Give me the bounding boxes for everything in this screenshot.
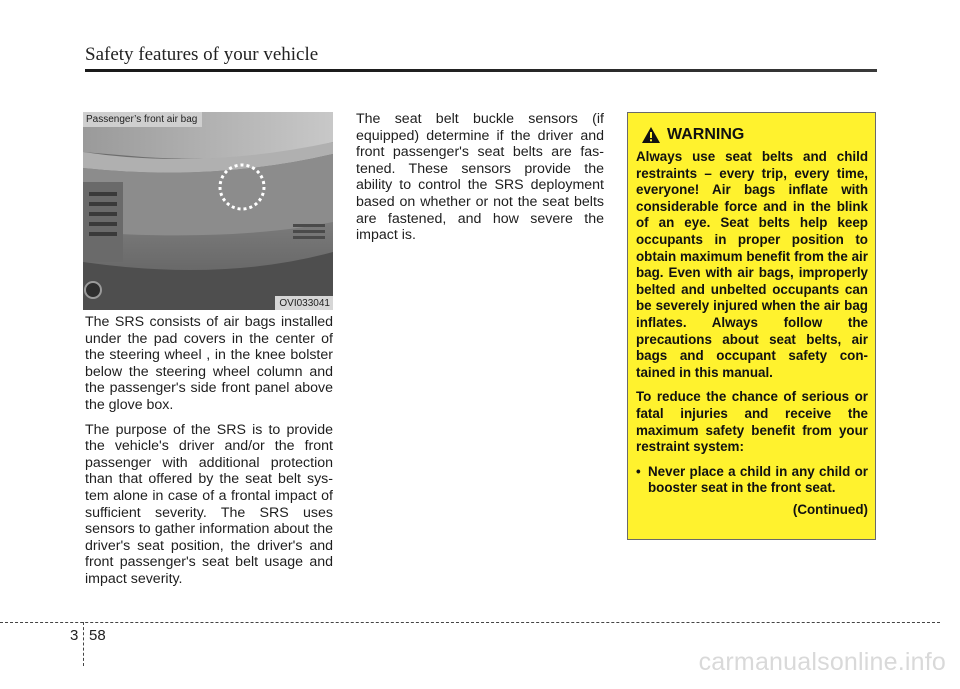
paragraph: The purpose of the SRS is to provide the vehicle's driver and/or the front passenger with additional protection than that offered by the seat belt sys-tem alone in case of a frontal impact of sufficient severity. The SRS uses sensors to gather information about the driver's seat position, the driver's and front passenger's seat belt usage and impact severity. [85, 421, 333, 587]
bullet-text: Never place a child in any child or booster seat in the front seat. [648, 463, 868, 496]
dashboard-illustration [83, 112, 333, 310]
page-header-title: Safety features of your vehicle [85, 44, 319, 65]
paragraph: The SRS consists of air bags installed under the pad covers in the center of the steering wheel , in the knee bolster below the steering wheel column and the passenger's side front panel above the glove box. [85, 314, 333, 413]
bullet-mark: • [636, 463, 641, 479]
middle-column [356, 111, 604, 252]
warning-header [641, 124, 744, 146]
warning-body [636, 149, 868, 518]
warning-paragraph: Always use seat belts and child restraints – every trip, every time, everyone! Air bags inflate with considerable force and in the blink of an eye. Seat belts help keep occupants in proper position to obtain maximum benefit from the air bag. Even with air bags, improperly belted and unbelted occupants can be severely injured when the air bag inflates. Always follow the precautions about seat belts, air bags and occupant safety con-tained in this manual. [636, 149, 868, 380]
left-column [85, 314, 333, 596]
warning-title: WARNING [667, 126, 745, 143]
figure-caption: Passenger’s front air bag [83, 112, 202, 127]
watermark: carmanualsonline.info [698, 648, 946, 676]
paragraph: The seat belt buckle sensors (if equipped) determine if the driver and front passenger's seat belts are fas-tened. These sensors provide the ability to control the SRS deployment based on whether or not the seat belts are fastened, and how severe the impact is. [356, 111, 604, 244]
warning-triangle-icon [641, 126, 661, 144]
footer-rule [0, 622, 940, 623]
page-number: 58 [89, 627, 106, 644]
air-bag-photo [83, 112, 333, 310]
figure-code: OVI033041 [275, 296, 333, 310]
continued-label: (Continued) [792, 501, 868, 517]
warning-box [627, 112, 876, 540]
footer-divider [83, 622, 84, 666]
warning-bullet [636, 464, 868, 497]
header-rule [85, 69, 877, 72]
warning-paragraph: To reduce the chance of serious or fatal injuries and receive the maximum safety benefit from your restraint system: [636, 389, 868, 455]
chapter-number: 3 [70, 627, 79, 644]
